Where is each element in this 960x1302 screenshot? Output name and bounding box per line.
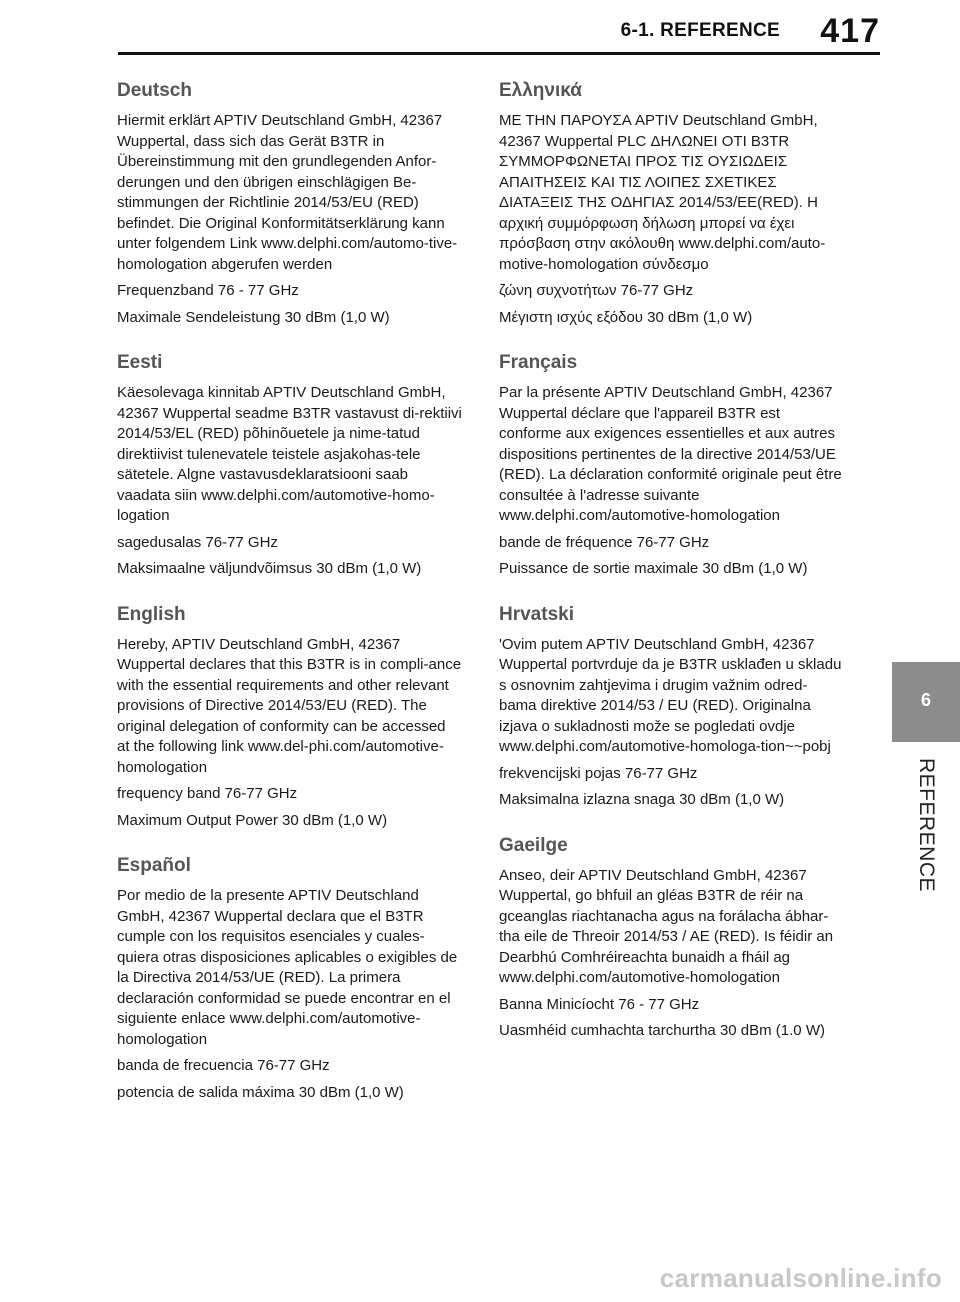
- declaration-text: Por medio de la presente APTIV Deutschland GmbH, 42367 Wuppertal declara que el B3TR cumple con los requisitos esenciales y cuales-quiera otras disposiciones aplicables o exigibles de la Directiva 2014/53/UE (RED). La primera declaración conformidad se puede encontrar en el siguiente enlace www.delphi.com/automotive-homologation: [117, 887, 458, 1048]
- language-section-deutsch: [117, 80, 462, 328]
- chapter-label-container: [912, 758, 942, 898]
- language-title: English: [117, 603, 186, 625]
- frequency-band-text: frequency band 76-77 GHz: [117, 785, 298, 802]
- language-section-ellinika: [499, 80, 844, 328]
- chapter-label: REFERENCE: [915, 758, 938, 893]
- frequency-band-text: ζώνη συχνοτήτων 76-77 GHz: [499, 282, 694, 299]
- language-section-espanol: [117, 855, 462, 1103]
- language-section-eesti: [117, 352, 462, 580]
- declaration-text: Par la présente APTIV Deutschland GmbH, 42367 Wuppertal déclare que l'appareil B3TR est conforme aux exigences essentielles et aux autres dispositions pertinentes de la directive 2014/53/UE (RED). La déclaration conformité originale peut être consultée à l'adresse suivante www.delphi.com/automotive-homologation: [499, 384, 842, 524]
- chapter-tab: [892, 662, 960, 742]
- frequency-band-text: bande de fréquence 76-77 GHz: [499, 533, 710, 551]
- output-power-text: Μέγιστη ισχύς εξόδου 30 dBm (1,0 W): [499, 308, 753, 326]
- language-title: Deutsch: [117, 80, 192, 101]
- output-power-text: Maksimalna izlazna snaga 30 dBm (1,0 W): [499, 791, 785, 808]
- frequency-band-text: Banna Minicíocht 76 - 77 GHz: [499, 995, 700, 1013]
- language-title: Hrvatski: [499, 603, 574, 625]
- language-title: Español: [117, 855, 191, 876]
- declaration-text: Hiermit erklärt APTIV Deutschland GmbH, 42367 Wuppertal, dass sich das Gerät B3TR in Übereinstimmung mit den grundlegenden Anfor-derungen und den übrigen einschlägigen Be-stimmungen der Richtlinie 2014/53/EU (RED) befindet. Die Original Konformitätserklärung kann unter folgendem Link www.delphi.com/automo-tive-homologation abgerufen werden: [117, 112, 458, 273]
- declaration-text: 'Ovim putem APTIV Deutschland GmbH, 42367 Wuppertal portvrduje da je B3TR usklađen u skladu s osnovnim zahtjevima i drugim važnim odred-bama direktive 2014/53 / EU (RED). Originalna izjava o sukladnosti može se pogledati ovdje www.delphi.com/automotive-homologa-tion~~pobj: [499, 635, 842, 755]
- language-section-hrvatski: [499, 604, 844, 811]
- declaration-text: Anseo, deir APTIV Deutschland GmbH, 42367 Wuppertal, go bhfuil an gléas B3TR de réir na gceanglas riachtanacha agus na forálacha ábhar-tha eile de Threoir 2014/53 / AE (RED). Is féidir an Dearbhú Comhréireachta bunaidh a fháil ag www.delphi.com/automotive-homologation: [499, 866, 834, 986]
- output-power-text: Uasmhéid cumhachta tarchurtha 30 dBm (1.0 W): [499, 1022, 825, 1039]
- frequency-band-text: frekvencijski pojas 76-77 GHz: [499, 764, 698, 782]
- header-divider: [118, 52, 880, 55]
- language-title: Français: [499, 352, 578, 373]
- declaration-text: Hereby, APTIV Deutschland GmbH, 42367 Wuppertal declares that this B3TR is in compli-ance with the essential requirements and other relevant provisions of Directive 2014/53/EU (RED). The original delegation of conformity can be accessed at the following link www.del-phi.com/automotive-homologation: [117, 635, 462, 776]
- page-header: [0, 0, 960, 52]
- frequency-band-text: sagedusalas 76-77 GHz: [117, 533, 278, 551]
- declaration-text: ΜΕ ΤΗΝ ΠΑΡΟΥΣΑ APTIV Deutschland GmbH, 42367 Wuppertal PLC ΔΗΛΩΝΕΙ ΟΤΙ B3TR ΣΥΜΜΟΡΦΩΝΕΤΑΙ ΠΡΟΣ ΤΙΣ ΟΥΣΙΩΔΕΙΣ ΑΠΑΙΤΗΣΕΙΣ ΚΑΙ ΤΙΣ ΛΟΙΠΕΣ ΣΧΕΤΙΚΕΣ ΔΙΑΤΑΞΕΙΣ ΤΗΣ ΟΔΗΓΙΑΣ 2014/53/ΕΕ(RED). Η αρχική συμμόρφωση δήλωση μπορεί να έχει πρόσβαση στην ακόλουθη www.delphi.com/auto-motive-homologation σύνδεσμο: [499, 112, 826, 273]
- declaration-text: Käesolevaga kinnitab APTIV Deutschland GmbH, 42367 Wuppertal seadme B3TR vastavust di-rektiivi 2014/53/EL (RED) põhinõuetele ja nime-tatud direktiivist tulenevatele teistele asjakohas-tele sätetele. Algne vastavusdeklaratsiooni saab vaadata siin www.delphi.com/automotive-homo-logation: [117, 384, 462, 524]
- frequency-band-text: Frequenzband 76 - 77 GHz: [117, 282, 299, 299]
- language-title: Ελληνικά: [499, 80, 582, 101]
- output-power-text: Maximale Sendeleistung 30 dBm (1,0 W): [117, 308, 390, 326]
- chapter-number: 6: [920, 690, 931, 710]
- language-section-francais: [499, 352, 844, 580]
- frequency-band-text: banda de frecuencia 76-77 GHz: [117, 1057, 330, 1074]
- language-section-english: [117, 604, 462, 832]
- watermark: carmanualsonline.info: [659, 1263, 942, 1293]
- right-column: [499, 80, 844, 1066]
- language-title: Gaeilge: [499, 834, 568, 856]
- left-column: [117, 80, 462, 1127]
- page-number: 417: [820, 12, 880, 50]
- section-title: 6-1. REFERENCE: [620, 20, 780, 41]
- language-section-gaeilge: [499, 835, 844, 1042]
- output-power-text: potencia de salida máxima 30 dBm (1,0 W): [117, 1083, 404, 1101]
- output-power-text: Maximum Output Power 30 dBm (1,0 W): [117, 811, 388, 829]
- output-power-text: Maksimaalne väljundvõimsus 30 dBm (1,0 W): [117, 560, 422, 577]
- language-title: Eesti: [117, 352, 163, 373]
- output-power-text: Puissance de sortie maximale 30 dBm (1,0 W): [499, 560, 808, 577]
